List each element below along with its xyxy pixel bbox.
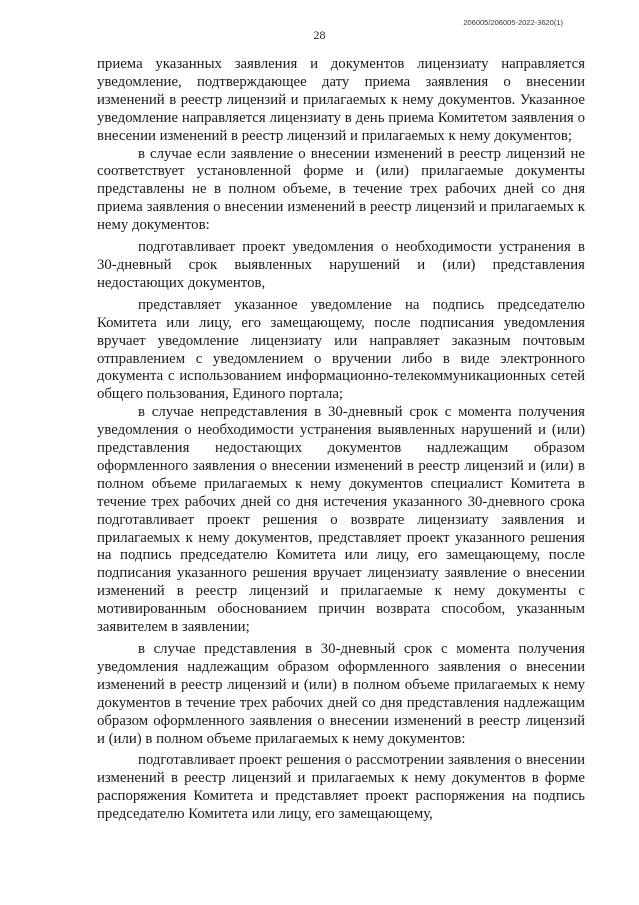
- document-code: 206005/206005-2022-3620(1): [463, 18, 563, 27]
- paragraph: в случае непредставления в 30-дневный срок с момента получения уведомления о необходимости устранения выявленных нарушений и (или) представления недостающих документов надлежащим образом оформленного заявления о внесении изменений в реестр лицензий и (или) в полном объеме прилагаемых к нему документов специалист Комитета в течение трех рабочих дней со дня истечения указанного 30-дневного срока подготавливает проект решения о возврате лицензиату заявления и прилагаемых к нему документов, представляет проект указанного решения на подпись председателю Комитета или лицу, его замещающему, после подписания указанного решения вручает лицензиату заявление о внесении изменений в реестр лицензий и прилагаемые к нему документы с мотивированным обоснованием причин возврата способом, указанным заявителем в заявлении;: [97, 404, 585, 636]
- paragraph: представляет указанное уведомление на подпись председателю Комитета или лицу, его замещающему, после подписания уведомления вручает уведомление лицензиату или направляет заказным почтовым отправлением с уведомлением о вручении либо в виде электронного документа с использованием информационно-телекоммуникационных сетей общего пользования, Единого портала;: [97, 296, 585, 403]
- paragraph: приема указанных заявления и документов лицензиату направляется уведомление, подтверждающее дату приема заявления о внесении изменений в реестр лицензий и прилагаемых к нему документов. Указанное уведомление направляется лицензиату в день приема Комитетом заявления о внесении изменений в реестр лицензий и прилагаемых к нему документов;: [97, 56, 585, 144]
- paragraph: подготавливает проект решения о рассмотрении заявления о внесении изменений в реестр лицензий и прилагаемых к нему документов в форме распоряжения Комитета и представляет проект распоряжения на подпись председателю Комитета или лицу, его замещающему,: [97, 752, 585, 823]
- paragraph: в случае если заявление о внесении изменений в реестр лицензий не соответствует установленной форме и (или) прилагаемые документы представлены не в полном объеме, в течение трех рабочих дней со дня приема заявления о внесении изменений в реестр лицензий и прилагаемых к нему документов:: [97, 145, 585, 234]
- paragraph: в случае представления в 30-дневный срок с момента получения уведомления надлежащим образом оформленного заявления о внесении изменений в реестр лицензий и (или) в полном объеме прилагаемых к нему документов в течение трех рабочих дней со дня представления надлежащим образом оформленного заявления о внесении изменений в реестр лицензий и (или) в полном объеме прилагаемых к нему документов:: [97, 641, 585, 747]
- body-text: [97, 56, 585, 824]
- page-number: 28: [313, 28, 326, 42]
- paragraph: подготавливает проект уведомления о необходимости устранения в 30-дневный срок выявленных нарушений и (или) представления недостающих документов,: [97, 239, 585, 291]
